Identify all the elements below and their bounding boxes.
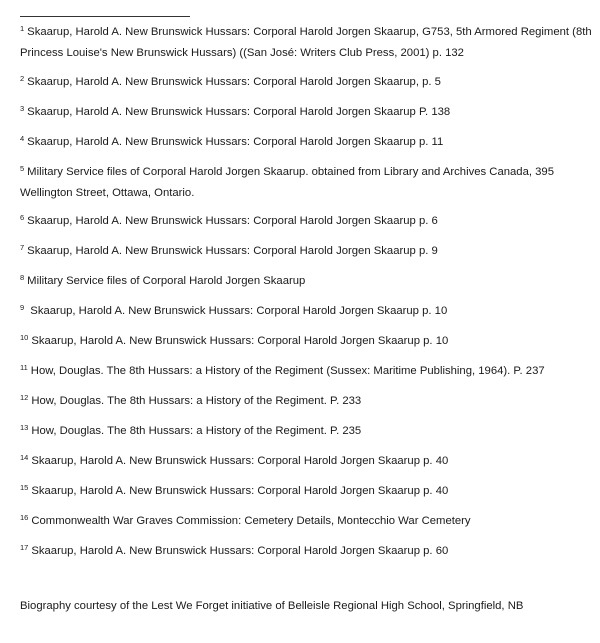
footnote-number: 16 — [20, 513, 29, 522]
footnote-4 — [20, 132, 443, 153]
footnote-text: Skaarup, Harold A. New Brunswick Hussars: Corporal Harold Jorgen Skaarup, G753, 5th Armored Regiment (8th Princess Louise's New Brunswick Hussars) ((San José: Writers Club Press, 2001) p. 132 — [20, 26, 592, 59]
footnote-text: How, Douglas. The 8th Hussars: a History of the Regiment (Sussex: Maritime Publishing, 1964). P. 237 — [30, 365, 545, 377]
footnote-2 — [20, 72, 441, 93]
footnote-number: 15 — [20, 483, 29, 492]
footnote-number: 12 — [20, 393, 29, 402]
footnote-3 — [20, 102, 450, 123]
footnote-text: How, Douglas. The 8th Hussars: a History of the Regiment. P. 233 — [31, 395, 362, 407]
footnote-number: 8 — [20, 273, 25, 282]
footnote-15 — [20, 481, 448, 502]
footnote-text: Military Service files of Corporal Harold Jorgen Skaarup — [27, 275, 306, 287]
footnote-text: Skaarup, Harold A. New Brunswick Hussars: Corporal Harold Jorgen Skaarup P. 138 — [27, 106, 451, 118]
footnote-14 — [20, 451, 448, 472]
footnote-13 — [20, 421, 361, 442]
footnote-text: Skaarup, Harold A. New Brunswick Hussars: Corporal Harold Jorgen Skaarup p. 10 — [27, 305, 448, 317]
footnote-text: Military Service files of Corporal Harold Jorgen Skaarup. obtained from Library and Archives Canada, 395 Wellington Street, Ottawa, Ontario. — [20, 166, 554, 199]
footnote-number: 5 — [20, 164, 25, 173]
footnote-number: 7 — [20, 243, 25, 252]
footnote-text: Skaarup, Harold A. New Brunswick Hussars: Corporal Harold Jorgen Skaarup p. 40 — [31, 455, 449, 467]
footnote-number: 11 — [20, 363, 28, 372]
footnote-1 — [20, 22, 592, 64]
footnote-number: 6 — [20, 213, 25, 222]
footnote-text: Skaarup, Harold A. New Brunswick Hussars: Corporal Harold Jorgen Skaarup p. 9 — [27, 245, 438, 257]
footnote-7 — [20, 241, 438, 262]
footnote-number: 13 — [20, 423, 29, 432]
footnote-text: Commonwealth War Graves Commission: Cemetery Details, Montecchio War Cemetery — [31, 515, 471, 527]
footnote-separator — [20, 16, 190, 17]
biography-credit: Biography courtesy of the Lest We Forget initiative of Belleisle Regional High School, Springfield, NB — [20, 600, 524, 612]
footnote-text: Skaarup, Harold A. New Brunswick Hussars: Corporal Harold Jorgen Skaarup, p. 5 — [27, 76, 441, 88]
footnote-number: 3 — [20, 104, 25, 113]
footnote-number: 4 — [20, 134, 25, 143]
footnote-16 — [20, 511, 471, 532]
footnote-text: Skaarup, Harold A. New Brunswick Hussars: Corporal Harold Jorgen Skaarup p. 6 — [27, 215, 438, 227]
footnote-8 — [20, 271, 305, 292]
footnote-11 — [20, 361, 545, 382]
footnote-17 — [20, 541, 448, 562]
footnote-number: 10 — [20, 333, 29, 342]
footnote-number: 14 — [20, 453, 29, 462]
footnote-text: Skaarup, Harold A. New Brunswick Hussars: Corporal Harold Jorgen Skaarup p. 40 — [31, 485, 449, 497]
footnote-6 — [20, 211, 438, 232]
footnote-number: 1 — [20, 24, 25, 33]
footnote-12 — [20, 391, 361, 412]
footnote-text: Skaarup, Harold A. New Brunswick Hussars: Corporal Harold Jorgen Skaarup p. 11 — [27, 136, 444, 148]
footnote-9 — [20, 301, 447, 322]
footnote-number: 17 — [20, 543, 29, 552]
footnote-number: 9 — [20, 303, 25, 312]
footnote-10 — [20, 331, 448, 352]
footnote-text: Skaarup, Harold A. New Brunswick Hussars: Corporal Harold Jorgen Skaarup p. 10 — [31, 335, 449, 347]
footnote-text: Skaarup, Harold A. New Brunswick Hussars: Corporal Harold Jorgen Skaarup p. 60 — [31, 545, 449, 557]
footnote-5 — [20, 162, 592, 204]
footnote-number: 2 — [20, 74, 25, 83]
footnote-text: How, Douglas. The 8th Hussars: a History of the Regiment. P. 235 — [31, 425, 362, 437]
